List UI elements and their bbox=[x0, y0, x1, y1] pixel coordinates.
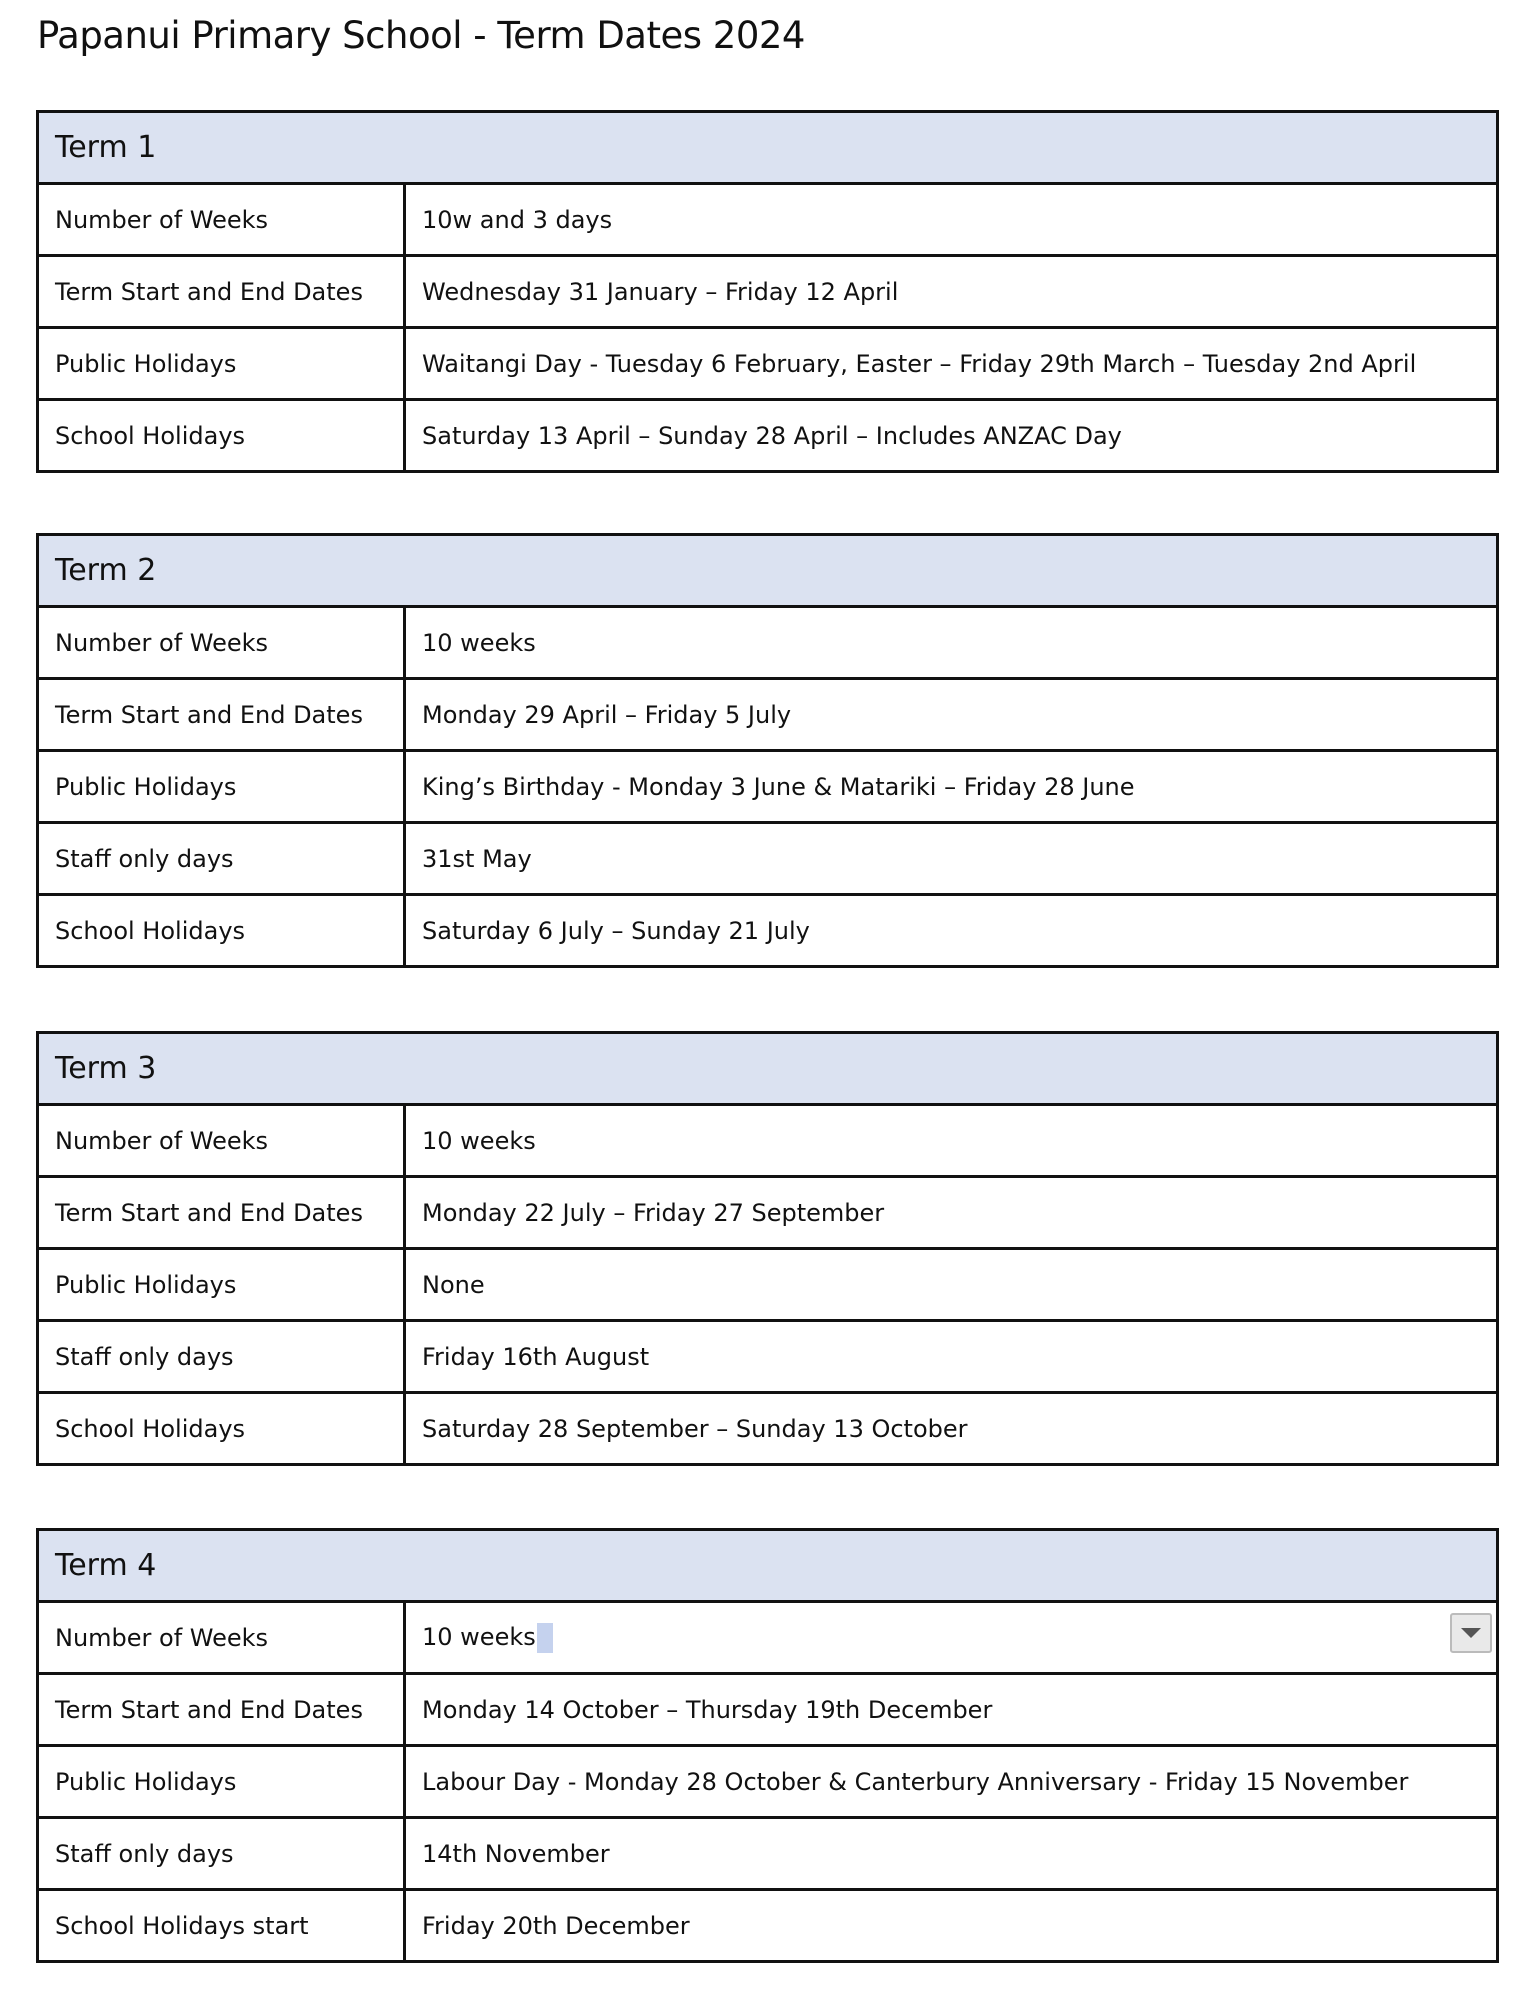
row-value: Waitangi Day - Tuesday 6 February, Easter – Friday 29th March – Tuesday 2nd April bbox=[405, 328, 1498, 400]
row-label: Number of Weeks bbox=[38, 1602, 405, 1674]
table-row bbox=[38, 184, 1498, 256]
row-value: 14th November bbox=[405, 1818, 1498, 1890]
table-row bbox=[38, 1105, 1498, 1177]
row-value: Friday 16th August bbox=[405, 1321, 1498, 1393]
row-value: 10w and 3 days bbox=[405, 184, 1498, 256]
table-row bbox=[38, 1177, 1498, 1249]
row-label: Public Holidays bbox=[38, 1249, 405, 1321]
row-value[interactable]: 10 weeks bbox=[422, 1622, 536, 1651]
row-value-cell[interactable] bbox=[405, 1602, 1498, 1674]
table-row bbox=[38, 400, 1498, 472]
table-row bbox=[38, 1249, 1498, 1321]
row-label: Number of Weeks bbox=[38, 184, 405, 256]
row-value: None bbox=[405, 1249, 1498, 1321]
table-row bbox=[38, 895, 1498, 967]
table-row bbox=[38, 1674, 1498, 1746]
table-row bbox=[38, 1602, 1498, 1674]
term-2-table bbox=[36, 533, 1499, 968]
row-value: 10 weeks bbox=[405, 1105, 1498, 1177]
table-row bbox=[38, 1818, 1498, 1890]
row-value: Monday 29 April – Friday 5 July bbox=[405, 679, 1498, 751]
row-label: Public Holidays bbox=[38, 751, 405, 823]
term-heading: Term 4 bbox=[38, 1530, 1498, 1602]
term-heading: Term 3 bbox=[38, 1033, 1498, 1105]
term-1-table bbox=[36, 110, 1499, 473]
row-label: Public Holidays bbox=[38, 328, 405, 400]
row-label: Number of Weeks bbox=[38, 1105, 405, 1177]
row-value: King’s Birthday - Monday 3 June & Matariki – Friday 28 June bbox=[405, 751, 1498, 823]
chevron-down-icon[interactable] bbox=[1450, 1613, 1492, 1653]
row-label: Number of Weeks bbox=[38, 607, 405, 679]
text-selection-highlight bbox=[537, 1623, 553, 1653]
row-label: Term Start and End Dates bbox=[38, 1177, 405, 1249]
row-label: Staff only days bbox=[38, 1818, 405, 1890]
row-label: School Holidays start bbox=[38, 1890, 405, 1962]
row-value: 31st May bbox=[405, 823, 1498, 895]
row-value: Saturday 13 April – Sunday 28 April – Includes ANZAC Day bbox=[405, 400, 1498, 472]
row-label: Term Start and End Dates bbox=[38, 679, 405, 751]
table-row bbox=[38, 256, 1498, 328]
term-heading: Term 1 bbox=[38, 112, 1498, 184]
row-value: Monday 22 July – Friday 27 September bbox=[405, 1177, 1498, 1249]
row-value: Saturday 6 July – Sunday 21 July bbox=[405, 895, 1498, 967]
table-row bbox=[38, 607, 1498, 679]
row-label: School Holidays bbox=[38, 1393, 405, 1465]
table-row bbox=[38, 679, 1498, 751]
row-label: Term Start and End Dates bbox=[38, 256, 405, 328]
term-heading: Term 2 bbox=[38, 535, 1498, 607]
table-row bbox=[38, 328, 1498, 400]
row-value: Friday 20th December bbox=[405, 1890, 1498, 1962]
row-label: Staff only days bbox=[38, 823, 405, 895]
row-value: Labour Day - Monday 28 October & Canterbury Anniversary - Friday 15 November bbox=[405, 1746, 1498, 1818]
row-label: Public Holidays bbox=[38, 1746, 405, 1818]
table-row bbox=[38, 1393, 1498, 1465]
document-title: Papanui Primary School - Term Dates 2024 bbox=[37, 14, 805, 57]
table-row bbox=[38, 1321, 1498, 1393]
row-label: Staff only days bbox=[38, 1321, 405, 1393]
row-value: Wednesday 31 January – Friday 12 April bbox=[405, 256, 1498, 328]
row-label: School Holidays bbox=[38, 400, 405, 472]
term-4-table bbox=[36, 1528, 1499, 1963]
table-row bbox=[38, 1746, 1498, 1818]
table-row bbox=[38, 1890, 1498, 1962]
table-row bbox=[38, 823, 1498, 895]
row-label: School Holidays bbox=[38, 895, 405, 967]
row-label: Term Start and End Dates bbox=[38, 1674, 405, 1746]
term-3-table bbox=[36, 1031, 1499, 1466]
row-value: 10 weeks bbox=[405, 607, 1498, 679]
row-value: Monday 14 October – Thursday 19th December bbox=[405, 1674, 1498, 1746]
row-value: Saturday 28 September – Sunday 13 October bbox=[405, 1393, 1498, 1465]
table-row bbox=[38, 751, 1498, 823]
